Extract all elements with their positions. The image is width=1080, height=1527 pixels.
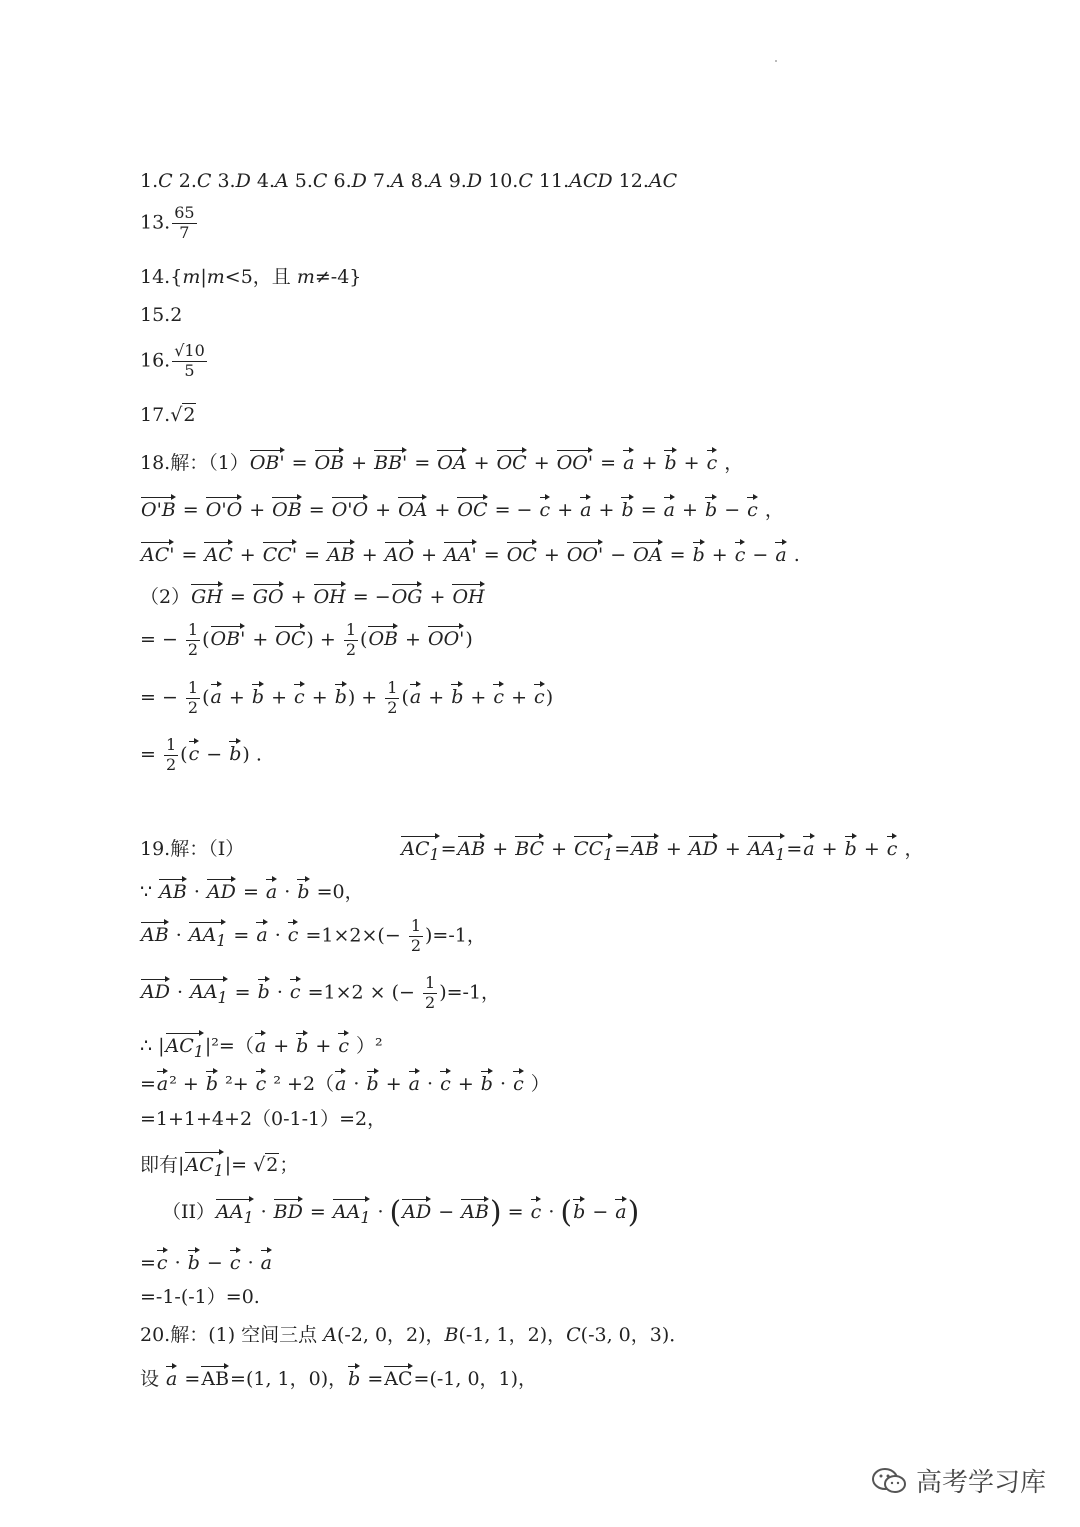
q20-line-1: 20.解：(1) 空间三点 A(-2, 0，2)，B(-1, 1，2)，C(-3, 0，3)． bbox=[140, 1324, 689, 1346]
q19-line-1: 19.解：（I） $AC_1=AB$ + BC + $CC_1=AB$ + AD + $AA_1=a + b + c$ ， bbox=[140, 838, 924, 864]
q19-line-7: =1+1+4+2（0-1-1）=2， bbox=[140, 1108, 387, 1130]
answer-17: 17.√2 bbox=[140, 404, 196, 426]
q20-line-2: 设 a =AB=(1, 1，0)，b =AC=(-1, 0，1)， bbox=[140, 1368, 538, 1390]
q19-line-4: AD · $AA_1 = b \cdot c =1\times 2$ × (− $\frac{1}{2}$ )=-1， bbox=[141, 973, 501, 1012]
answer-14: 14.{m|m<5，且 m≠-4} bbox=[140, 266, 362, 288]
q19-line-10: =c · b − c · a bbox=[140, 1252, 272, 1274]
q19-line-2: ∵ AB · AD = a · b =0， bbox=[140, 881, 364, 903]
q19-line-9: $(II)AA_1$ · BD = $AA_1 \cdot (AD - AB) = c \cdot (b - a)$ bbox=[162, 1195, 640, 1230]
q19-line-5: ∴ $|AC_1|^2=(a + b + c$ ）² bbox=[140, 1035, 383, 1061]
answer-16: 16. $\frac{√10}{5}$ bbox=[140, 341, 205, 380]
answers-1-12: 1.C 2.C 3.D 4.A 5.C 6.D 7.A 8.A 9.D 10.C 11.ACD 12.AC bbox=[140, 170, 678, 192]
q18-line-2: O'B = O'O + OB = O'O + OA + OC = − c + a + b = a + b − c ， bbox=[141, 499, 784, 521]
q18-line-4: （2）GH = GO + OH = −OG + OH bbox=[140, 586, 485, 608]
watermark bbox=[870, 1462, 1046, 1499]
answer-15: 15.2 bbox=[140, 304, 183, 326]
q18-line-5: = − $\frac{1}{2}$ (OB' + OC) + $\frac{1}{2}$ (OB + OO') bbox=[140, 620, 473, 659]
wechat-icon bbox=[870, 1466, 908, 1496]
q18-line-6: = − $\frac{1}{2}$ (a + b + c + b) + $\frac{1}{2}$ (a + b + c + c) bbox=[140, 678, 554, 717]
q19-line-11: =-1-(-1）=0. bbox=[140, 1286, 260, 1308]
q19-line-8: 即有$|AC_1|= √2$； bbox=[140, 1154, 299, 1180]
q18-line-1: 18.解：（1）OB' = OB + BB' = OA + OC + OO' = a + b + c ， bbox=[140, 452, 744, 474]
q19-line-6: =a² + b ²+ c ² +2（a · b + a · c + b · c ） bbox=[140, 1073, 550, 1095]
q18-line-3: AC' = AC + CC' = AB + AO + AA' = OC + OO' − OA = b + c − a . bbox=[141, 544, 800, 566]
scan-speck bbox=[775, 60, 777, 62]
q19-line-3: AB · $AA_1 = a \cdot c =1\times 2\times(-$ $\frac{1}{2}$ )=-1， bbox=[141, 916, 486, 955]
answer-13: 13. $\frac{65}{7}$ bbox=[140, 203, 195, 242]
q18-line-7: = $\frac{1}{2}$ (c − b) . bbox=[140, 735, 262, 774]
watermark-text: 高考学习库 bbox=[915, 1468, 1046, 1498]
